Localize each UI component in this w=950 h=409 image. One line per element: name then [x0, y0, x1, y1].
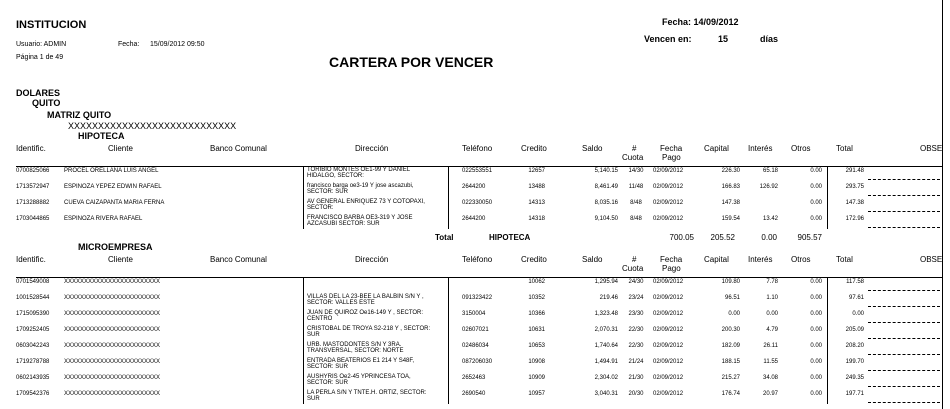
cell-identif: 1713288882	[16, 200, 50, 206]
cell-otros: 0.00	[810, 168, 822, 174]
observation-field	[868, 227, 940, 228]
cell-direccion-line2: SECTOR: SUR	[307, 189, 348, 195]
cell-saldo: 1,295.94	[594, 279, 618, 285]
cell-identif: 1001528544	[16, 295, 50, 301]
cell-capital: 176.74	[721, 391, 740, 397]
cell-identif: 1715095390	[16, 311, 50, 317]
cell-otros: 0.00	[810, 343, 822, 349]
observation-field	[868, 322, 940, 323]
observation-field	[868, 290, 940, 291]
cell-direccion-line1: ENTRADA BEATERIOS E1 214 Y S48F,	[307, 358, 415, 364]
table-row	[0, 278, 950, 294]
col-total: Total	[836, 144, 853, 153]
cell-direccion-line2: TRANSVERSAL, SECTOR: NORTE	[307, 348, 404, 354]
observation-field	[868, 370, 940, 371]
col-cuota: Cuota	[622, 153, 644, 162]
cell-otros: 0.00	[810, 327, 822, 333]
cell-credito: 10653	[528, 343, 545, 349]
cell-otros: 0.00	[810, 375, 822, 381]
cell-fecha: 02/09/2012	[653, 295, 684, 301]
cell-identif: 1713572947	[16, 184, 50, 190]
col-telefono: Teléfono	[462, 144, 493, 153]
section-total-interes: 205.52	[710, 233, 735, 242]
cell-direccion-line1: JUAN DE QUIROZ Oe16-149 Y , SECTOR:	[307, 310, 424, 316]
cell-cliente: XXXXXXXXXXXXXXXXXXXXXXXX	[64, 327, 161, 333]
cell-direccion-line1: TORIBIO MONTES OE1-99 Y DANIEL	[307, 167, 411, 173]
cell-total: 97.61	[848, 295, 864, 301]
column-header-row	[0, 254, 950, 278]
col-cliente: Cliente	[108, 255, 133, 264]
cell-otros: 0.00	[810, 216, 822, 222]
cell-capital: 215.27	[721, 375, 740, 381]
cell-total: 291.48	[845, 168, 864, 174]
cell-direccion-line2: SUR	[307, 332, 320, 338]
due-in-value: 15	[718, 34, 729, 44]
column-separator	[303, 278, 304, 404]
cell-cliente: XXXXXXXXXXXXXXXXXXXXXXXX	[64, 343, 161, 349]
cell-direccion-line1: URB. MASTODONTES S/N Y 3RA.	[307, 342, 402, 348]
cell-interes: 65.18	[762, 168, 778, 174]
cell-total: 199.70	[845, 359, 864, 365]
cell-identif: 1719278788	[16, 359, 50, 365]
cell-direccion-line2: HIDALGO, SECTOR:	[307, 173, 364, 179]
col-credito: Credito	[521, 255, 547, 264]
table-row	[0, 326, 950, 342]
cell-direccion-line2: SECTOR:	[307, 205, 334, 211]
observation-field	[868, 354, 940, 355]
col-capital: Capital	[704, 144, 729, 153]
cell-otros: 0.00	[810, 391, 822, 397]
table-row	[0, 215, 950, 231]
column-header-row	[0, 143, 950, 167]
cell-credito: 10631	[528, 327, 545, 333]
col-obs: OBSE	[920, 144, 943, 153]
cell-interes: 20.97	[762, 391, 778, 397]
cell-cuota: 20/30	[628, 391, 644, 397]
cell-interes: 11.55	[763, 359, 778, 365]
user-label: Usuario: ADMIN	[16, 41, 67, 48]
cell-otros: 0.00	[810, 184, 822, 190]
cell-fecha: 02/09/2012	[653, 343, 684, 349]
officer-group: XXXXXXXXXXXXXXXXXXXXXXXXXXXX	[68, 121, 237, 131]
col-otros: Otros	[791, 144, 811, 153]
cell-credito: 10957	[528, 391, 545, 397]
cell-cliente: XXXXXXXXXXXXXXXXXXXXXXXX	[64, 375, 161, 381]
table-row	[0, 294, 950, 310]
cell-direccion-line2: SUR	[307, 396, 320, 402]
cell-cuota: 24/30	[628, 279, 644, 285]
observation-field	[868, 195, 940, 196]
currency-group: DOLARES	[16, 88, 61, 98]
cell-fecha: 02/09/2012	[653, 184, 684, 190]
col-identif: Identific.	[16, 144, 46, 153]
column-separator	[827, 278, 828, 404]
cell-credito: 10062	[528, 279, 545, 285]
col-identif: Identific.	[16, 255, 46, 264]
cell-telefono: 2690540	[462, 391, 486, 397]
cell-cliente: XXXXXXXXXXXXXXXXXXXXXXXX	[64, 279, 161, 285]
page-indicator: Página 1 de 49	[16, 54, 64, 61]
cell-telefono: 2644200	[462, 184, 486, 190]
cell-cliente: XXXXXXXXXXXXXXXXXXXXXXXX	[64, 295, 161, 301]
col-banco: Banco Comunal	[210, 144, 267, 153]
cell-cuota: 21/24	[628, 359, 644, 365]
table-row	[0, 358, 950, 374]
cell-cuota: 23/30	[628, 311, 644, 317]
cell-cuota: 22/30	[628, 343, 644, 349]
cell-capital: 96.51	[724, 295, 740, 301]
cell-interes: 34.08	[762, 375, 778, 381]
cell-credito: 13488	[528, 184, 545, 190]
col-capital: Capital	[704, 255, 729, 264]
cell-cliente: XXXXXXXXXXXXXXXXXXXXXXXX	[64, 311, 161, 317]
print-date-label: Fecha:	[118, 41, 140, 48]
cell-direccion-line1: AUSHYRIS Oe2-45 YPRINCESA TOA,	[307, 374, 411, 380]
cell-capital: 109.80	[721, 279, 740, 285]
observation-field	[868, 211, 940, 212]
cell-capital: 188.15	[721, 359, 740, 365]
col-total: Total	[836, 255, 853, 264]
cell-saldo: 2,070.31	[594, 327, 618, 333]
cell-capital: 226.30	[721, 168, 740, 174]
col-saldo: Saldo	[582, 255, 603, 264]
cell-fecha: 02/09/2012	[653, 279, 684, 285]
cell-identif: 0701549008	[16, 279, 50, 285]
section-total-label: Total	[435, 233, 454, 242]
table-row	[0, 342, 950, 358]
print-date-value: 15/09/2012 09:50	[150, 41, 205, 48]
section-title-hipoteca: HIPOTECA	[78, 131, 125, 141]
col-banco: Banco Comunal	[210, 255, 267, 264]
cell-cliente: XXXXXXXXXXXXXXXXXXXXXXXX	[64, 359, 161, 365]
cell-cuota: 22/30	[628, 327, 644, 333]
col-cuota: Cuota	[622, 264, 644, 273]
cell-telefono: 02607021	[462, 327, 489, 333]
cell-capital: 200.30	[721, 327, 740, 333]
cell-saldo: 5,140.15	[594, 168, 618, 174]
col-pago: Pago	[662, 264, 681, 273]
cell-identif: 1703044865	[16, 216, 50, 222]
cell-saldo: 1,494.91	[594, 359, 618, 365]
col-direccion: Dirección	[355, 144, 389, 153]
cell-interes: 4.79	[766, 327, 778, 333]
table-row	[0, 183, 950, 199]
cell-credito: 10352	[528, 295, 545, 301]
cell-credito: 10909	[528, 375, 545, 381]
cell-telefono: 02486034	[462, 343, 489, 349]
cell-credito: 10908	[528, 359, 545, 365]
observation-field	[868, 306, 940, 307]
cell-total: 147.38	[845, 200, 864, 206]
cell-direccion-line1: LA PERLA S/N Y TNTE.H. ORTIZ, SECTOR:	[307, 390, 427, 396]
cell-telefono: 087206030	[462, 359, 493, 365]
cell-cuota: 21/30	[628, 375, 644, 381]
cell-interes: 26.11	[763, 343, 778, 349]
cell-direccion-line1: CRISTOBAL DE TROYA S2-218 Y , SECTOR:	[307, 326, 431, 332]
cell-fecha: 02/09/2012	[653, 200, 684, 206]
cell-direccion-line2: AZCASUBI SECTOR: SUR	[307, 221, 380, 227]
city-group: QUITO	[32, 98, 61, 108]
cell-total: 208.20	[845, 343, 864, 349]
section-total-otros: 0.00	[761, 233, 777, 242]
col-interes: Interés	[748, 255, 773, 264]
observation-field	[868, 402, 940, 403]
cell-identif: 1709542376	[16, 391, 50, 397]
cell-cliente: ESPINOZA RIVERA RAFAEL	[64, 216, 143, 222]
cell-identif: 0700825066	[16, 168, 50, 174]
cell-interes: 1.10	[766, 295, 778, 301]
cell-otros: 0.00	[810, 311, 822, 317]
cell-capital: 0.00	[728, 311, 740, 317]
cutoff-date: Fecha: 14/09/2012	[662, 17, 739, 27]
cell-capital: 182.09	[721, 343, 740, 349]
col-otros: Otros	[791, 255, 811, 264]
section-total-total: 905.57	[797, 233, 822, 242]
cell-cliente: XXXXXXXXXXXXXXXXXXXXXXXX	[64, 391, 161, 397]
table-row	[0, 199, 950, 215]
cell-telefono: 091323422	[462, 295, 493, 301]
col-fecha: Fecha	[660, 255, 683, 264]
cell-fecha: 02/09/2012	[653, 391, 684, 397]
col-pago: Pago	[662, 153, 681, 162]
cell-otros: 0.00	[810, 279, 822, 285]
cell-saldo: 1,323.48	[594, 311, 618, 317]
col-telefono: Teléfono	[462, 255, 493, 264]
cell-interes: 126.92	[759, 184, 778, 190]
col-cliente: Cliente	[108, 144, 133, 153]
observation-field	[868, 386, 940, 387]
table-row	[0, 167, 950, 183]
cell-direccion-line2: SECTOR: SUR	[307, 364, 348, 370]
cell-saldo: 8,461.49	[594, 184, 618, 190]
cell-total: 117.58	[846, 279, 864, 285]
col-cuota-hash: #	[632, 144, 637, 153]
col-obs: OBSE	[920, 255, 943, 264]
cell-otros: 0.00	[810, 359, 822, 365]
cell-identif: 1709252405	[16, 327, 50, 333]
cell-fecha: 02/09/2012	[653, 375, 684, 381]
cell-telefono: 3150004	[462, 311, 486, 317]
branch-group: MATRIZ QUITO	[47, 110, 112, 120]
cell-saldo: 2,304.02	[594, 375, 618, 381]
cell-fecha: 02/09/2012	[653, 311, 684, 317]
section-total-capital: 700.05	[669, 233, 694, 242]
cell-direccion-line2: SECTOR: VALLES ESTE	[307, 300, 375, 306]
column-separator	[448, 278, 449, 404]
cell-cuota: 8/48	[630, 200, 642, 206]
table-row	[0, 310, 950, 326]
cell-direccion-line1: FRANCISCO BARBA OE3-319 Y JOSE	[307, 215, 413, 221]
cell-cuota: 14/30	[628, 168, 644, 174]
cell-cliente: ESPINOZA YEPEZ EDWIN RAFAEL	[64, 184, 162, 190]
cell-total: 249.35	[845, 375, 864, 381]
institution-name: INSTITUCION	[16, 19, 87, 31]
col-cuota-hash: #	[632, 255, 637, 264]
cell-saldo: 8,035.16	[594, 200, 618, 206]
col-saldo: Saldo	[582, 144, 603, 153]
cell-otros: 0.00	[810, 295, 822, 301]
cell-fecha: 02/09/2012	[653, 216, 684, 222]
cell-total: 172.96	[845, 216, 864, 222]
cell-telefono: 022330050	[462, 200, 493, 206]
cell-total: 205.09	[845, 327, 864, 333]
cell-otros: 0.00	[810, 200, 822, 206]
cell-total: 293.75	[845, 184, 864, 190]
cell-interes: 0.00	[766, 311, 778, 317]
cell-cliente: PROCEL ORELLANA LUIS ANGEL	[64, 168, 159, 174]
cell-cuota: 8/48	[630, 216, 642, 222]
cell-telefono: 2644200	[462, 216, 486, 222]
cell-saldo: 9,104.50	[594, 216, 618, 222]
cell-fecha: 02/09/2012	[653, 168, 684, 174]
col-interes: Interés	[748, 144, 773, 153]
cell-telefono: 2652463	[462, 375, 486, 381]
cell-direccion-line1: francisco barga oe3-19 Y jose ascazubi,	[307, 183, 414, 189]
cell-identif: 0603042243	[16, 343, 50, 349]
cell-total: 197.71	[845, 391, 864, 397]
col-direccion: Dirección	[355, 255, 389, 264]
cell-interes: 7.78	[766, 279, 778, 285]
cell-cuota: 23/24	[628, 295, 644, 301]
col-fecha: Fecha	[660, 144, 683, 153]
cell-capital: 166.83	[721, 184, 740, 190]
report-title: CARTERA POR VENCER	[329, 54, 494, 70]
cell-credito: 12657	[528, 168, 545, 174]
column-separator	[303, 167, 304, 229]
cell-saldo: 3,040.31	[594, 391, 618, 397]
cell-cliente: CUEVA CAIZAPANTA MARIA FERNA	[64, 200, 165, 206]
table-row	[0, 390, 950, 406]
table-row	[0, 374, 950, 390]
cell-cuota: 11/48	[628, 184, 644, 190]
cell-direccion-line1: AV GENERAL ENRIQUEZ 73 Y COTOPAXI,	[307, 199, 425, 205]
column-separator	[448, 167, 449, 229]
col-credito: Credito	[521, 144, 547, 153]
cell-total: 0.00	[852, 311, 864, 317]
cell-interes: 13.42	[762, 216, 778, 222]
cell-credito: 10366	[528, 311, 545, 317]
cell-capital: 147.38	[721, 200, 740, 206]
cell-credito: 14313	[528, 200, 545, 206]
cell-direccion-line1: VILLAS DEL LA 23-BEE LA BALBIN S/N Y ,	[307, 294, 424, 300]
cell-saldo: 1,740.64	[594, 343, 618, 349]
section-total-name: HIPOTECA	[489, 233, 531, 242]
cell-telefono: 022553551	[462, 168, 493, 174]
cell-capital: 159.54	[721, 216, 740, 222]
cell-direccion-line2: CENTRO	[307, 316, 333, 322]
column-separator	[827, 167, 828, 229]
due-in-unit: días	[760, 34, 779, 44]
cell-fecha: 02/09/2012	[653, 327, 684, 333]
observation-field	[868, 338, 940, 339]
cell-identif: 0602143935	[16, 375, 50, 381]
due-in-label: Vencen en:	[644, 34, 692, 44]
cell-saldo: 219.46	[599, 295, 618, 301]
observation-field	[868, 179, 940, 180]
section-title-microempresa: MICROEMPRESA	[78, 242, 153, 252]
cell-credito: 14318	[528, 216, 545, 222]
cell-fecha: 02/09/2012	[653, 359, 684, 365]
cell-direccion-line2: SECTOR: SUR	[307, 380, 348, 386]
